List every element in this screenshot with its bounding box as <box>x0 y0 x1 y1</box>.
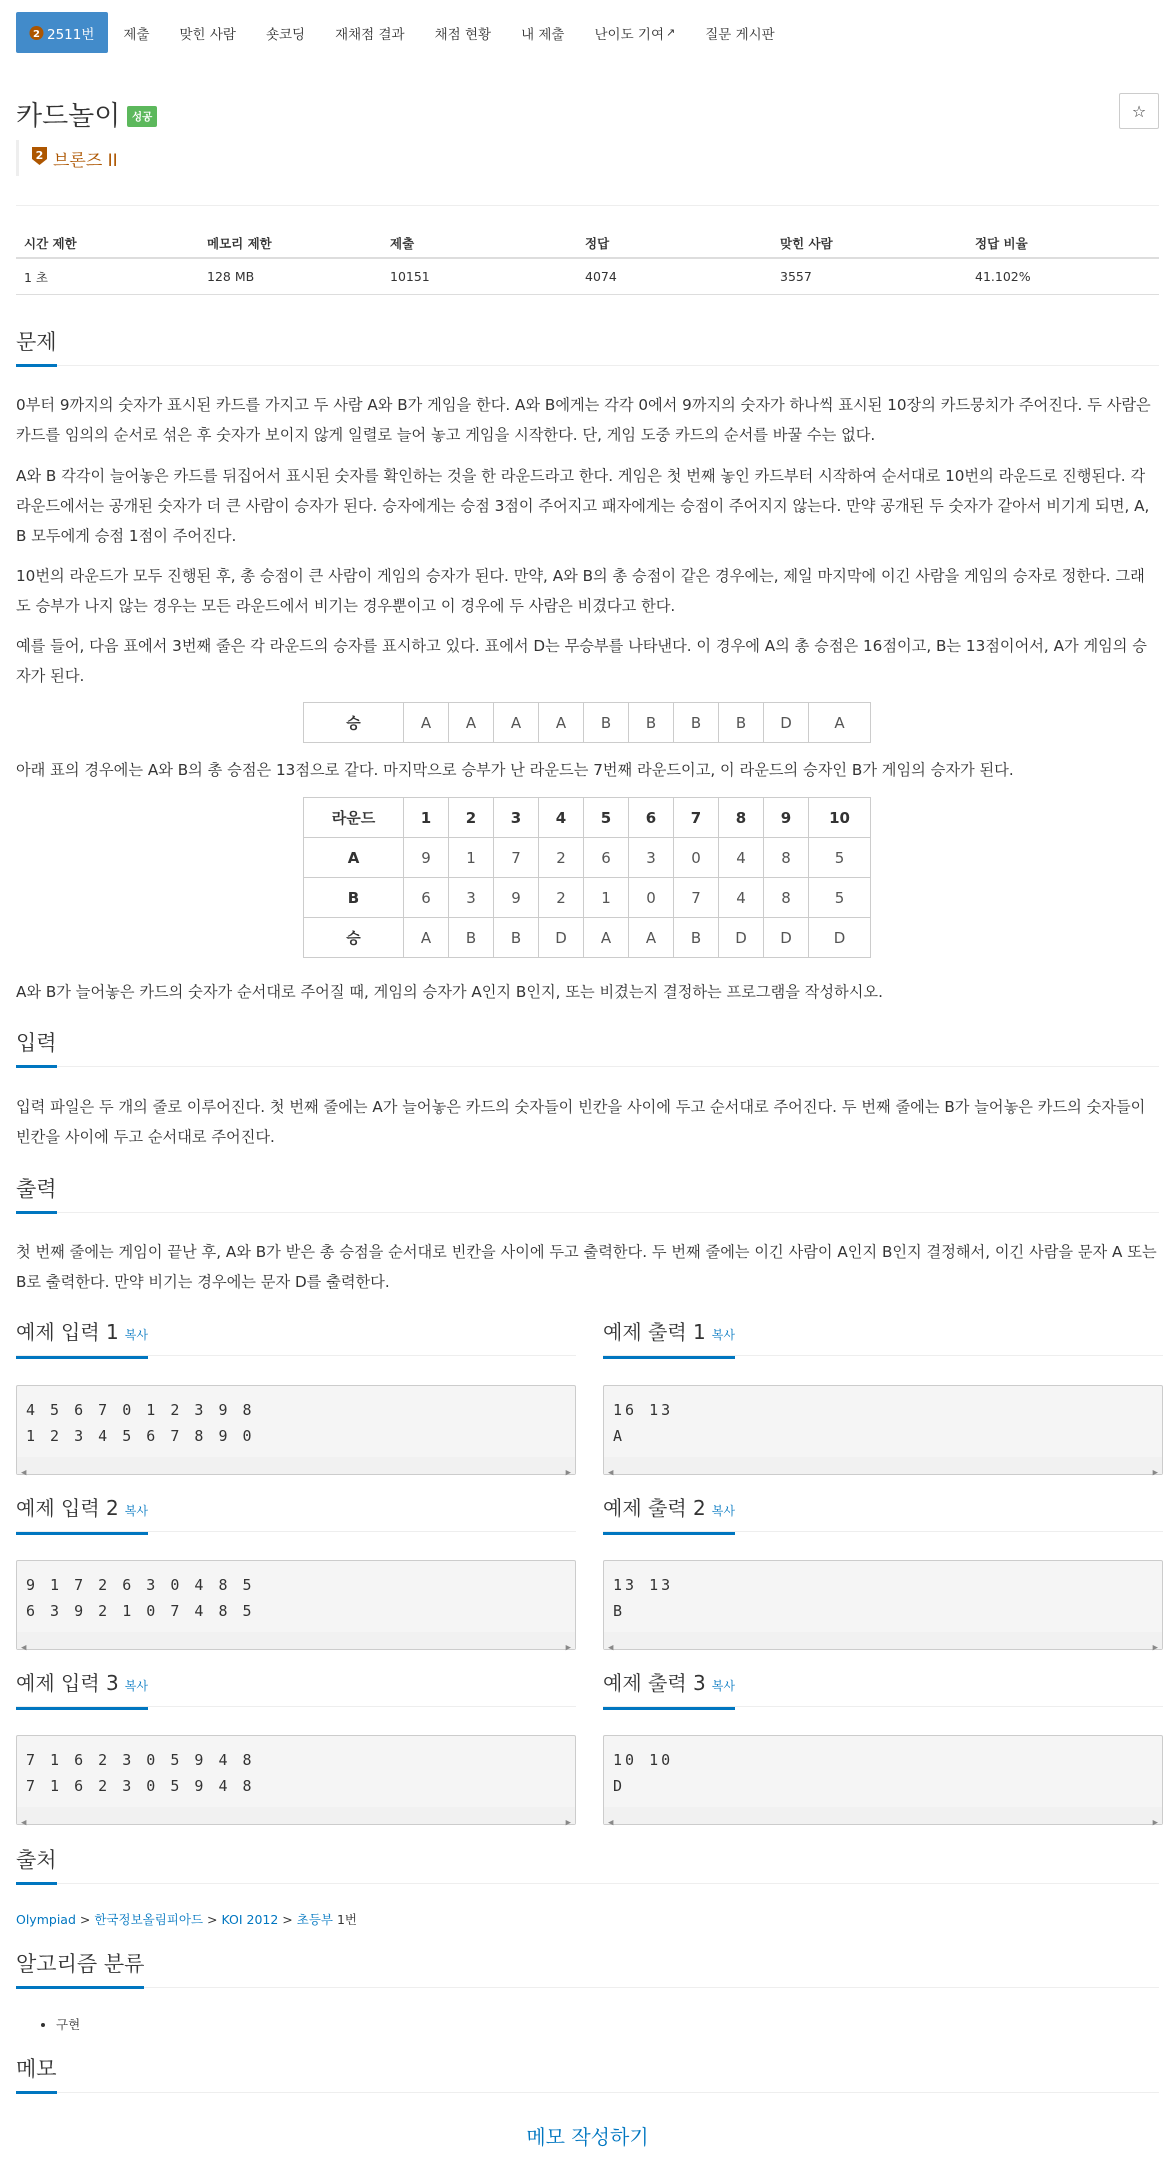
code-line: A <box>613 1427 626 1445</box>
code-line: B <box>613 1602 626 1620</box>
star-button[interactable] <box>1119 93 1159 129</box>
code-line: 16 13 <box>613 1401 674 1419</box>
scroll-left-icon[interactable]: ◀ <box>21 1818 27 1828</box>
sample-output-3[interactable] <box>603 1735 1163 1828</box>
table-cell: 10 <box>809 798 871 838</box>
sample-input-2[interactable] <box>16 1560 576 1653</box>
sample-title: 예제 입력 3 <box>16 1671 119 1695</box>
table-cell: 8 <box>764 838 809 878</box>
description-paragraph: 0부터 9까지의 숫자가 표시된 카드를 가지고 두 사람 A와 B가 게임을 한다. A와 B에게는 각각 0에서 9까지의 숫자가 하나씩 표시된 10장의 카드뭉치가 주어진다. 두 사람은 카드를 임의의 순서로 섞은 후 숫자가 보이지 않게 일렬로 늘어 놓고 게임을 시작한다. 단, 게임 도중 카드의 순서를 바꿀 수는 없다. <box>16 396 1151 444</box>
table-cell: A <box>584 918 629 958</box>
round-table <box>303 797 871 958</box>
tab-short-coding-label: 숏코딩 <box>265 26 306 43</box>
bronze-tier-icon <box>29 25 44 41</box>
table-cell: D <box>764 703 809 743</box>
source-section-heading <box>16 1846 1159 1884</box>
scroll-right-icon[interactable]: ▶ <box>565 1468 571 1478</box>
code-line: 4 5 6 7 0 1 2 3 9 8 <box>26 1401 255 1419</box>
tab-submit[interactable] <box>108 12 164 53</box>
table-cell: 0 <box>629 878 674 918</box>
section-title <box>603 1669 735 1710</box>
sample-input-3[interactable] <box>16 1735 576 1828</box>
tab-question-board[interactable] <box>690 12 790 53</box>
breadcrumb-separator: > <box>207 1912 218 1927</box>
tab-judge-status-label: 채점 현황 <box>434 26 492 43</box>
code-line: 10 10 <box>613 1751 674 1769</box>
table-cell: A <box>539 703 584 743</box>
sample-title: 예제 출력 1 <box>603 1320 706 1344</box>
table-cell: D <box>764 918 809 958</box>
sample-title: 예제 출력 2 <box>603 1496 706 1520</box>
scroll-left-icon[interactable]: ◀ <box>608 1643 614 1653</box>
code-line: 6 3 9 2 1 0 7 4 8 5 <box>26 1602 255 1620</box>
list-item[interactable]: • 구현 <box>56 2015 80 2033</box>
copy-button[interactable]: 복사 <box>711 1679 735 1693</box>
table-cell: 7 <box>674 798 719 838</box>
section-title: 출력 <box>16 1175 57 1214</box>
code-line: 9 1 7 2 6 3 0 4 8 5 <box>26 1576 255 1594</box>
table-cell: D <box>719 918 764 958</box>
svg-text:2: 2 <box>33 28 40 40</box>
section-title <box>16 1318 148 1359</box>
time-limit: 1 초 <box>24 269 49 285</box>
scroll-right-icon[interactable]: ▶ <box>1152 1468 1158 1478</box>
sample-title: 예제 입력 2 <box>16 1496 119 1520</box>
section-title: 입력 <box>16 1029 57 1068</box>
tab-solved-users[interactable] <box>165 12 251 53</box>
scroll-right-icon[interactable]: ▶ <box>565 1818 571 1828</box>
description-paragraph: A와 B가 늘어놓은 카드의 숫자가 순서대로 주어질 때, 게임의 승자가 A인지 B인지, 또는 비겼는지 결정하는 프로그램을 작성하시오. <box>16 983 883 1001</box>
table-cell: B <box>449 918 494 958</box>
tab-difficulty-contribution[interactable] <box>579 12 690 53</box>
code-line: 7 1 6 2 3 0 5 9 4 8 <box>26 1751 255 1769</box>
table-cell: 7 <box>674 878 719 918</box>
divider <box>16 205 1159 206</box>
copy-button[interactable]: 복사 <box>711 1328 735 1342</box>
table-cell: 6 <box>404 878 449 918</box>
table-cell: 3 <box>449 878 494 918</box>
table-cell: A <box>629 918 674 958</box>
table-cell: 3 <box>494 798 539 838</box>
horizontal-scrollbar[interactable] <box>17 1807 575 1828</box>
table-cell: D <box>809 918 871 958</box>
solved-users: 3557 <box>780 269 812 284</box>
description-paragraph: 10번의 라운드가 모두 진행된 후, 총 승점이 큰 사람이 게임의 승자가 된다. 만약, A와 B의 총 승점이 같은 경우에는, 제일 마지막에 이긴 사람을 게임의 승자로 정한다. 그래도 승부가 나지 않는 경우는 모든 라운드에서 비기는 경우뿐이고 이 경우에 두 사람은 비겼다고 한다. <box>16 567 1145 615</box>
table-cell: B <box>304 878 404 918</box>
tier-label[interactable]: 브론즈 II <box>53 150 118 171</box>
accepted: 4074 <box>585 269 617 284</box>
scroll-left-icon[interactable]: ◀ <box>608 1818 614 1828</box>
scroll-left-icon[interactable]: ◀ <box>21 1468 27 1478</box>
table-cell: 1 <box>404 798 449 838</box>
horizontal-scrollbar[interactable] <box>17 1457 575 1478</box>
section-title: 메모 <box>16 2055 57 2094</box>
section-title <box>16 1669 148 1710</box>
accept-ratio: 41.102% <box>975 269 1031 284</box>
tab-problem[interactable] <box>16 12 108 53</box>
table-cell: 3 <box>629 838 674 878</box>
tab-question-board-label: 질문 게시판 <box>705 26 775 43</box>
table-row <box>304 918 871 958</box>
scroll-right-icon[interactable]: ▶ <box>1152 1818 1158 1828</box>
copy-button[interactable]: 복사 <box>711 1504 735 1518</box>
submissions: 10151 <box>390 269 430 284</box>
header-accepted: 정답 <box>585 235 610 251</box>
star-icon: ☆ <box>1131 101 1147 121</box>
table-cell: 9 <box>494 878 539 918</box>
bronze-tier-icon <box>31 146 48 170</box>
sample-title: 예제 출력 3 <box>603 1671 706 1695</box>
table-cell: 4 <box>719 878 764 918</box>
write-memo-button[interactable]: 메모 작성하기 <box>526 2125 649 2149</box>
problem-title: 카드놀이 <box>16 101 121 132</box>
breadcrumb-separator: > <box>282 1912 293 1927</box>
horizontal-scrollbar[interactable] <box>604 1632 1162 1653</box>
memory-limit: 128 MB <box>207 269 255 284</box>
problem-title-row <box>16 90 1159 134</box>
table-cell: 0 <box>674 838 719 878</box>
sample-output-3-heading <box>603 1669 1163 1707</box>
problem-nav-tabs <box>16 12 1159 53</box>
sample-output-1-heading <box>603 1318 1163 1356</box>
memo-section-heading <box>16 2055 1159 2093</box>
horizontal-scrollbar[interactable] <box>604 1807 1162 1828</box>
table-cell: 4 <box>539 798 584 838</box>
table-cell: A <box>494 703 539 743</box>
header-solved-users: 맞힌 사람 <box>780 235 833 251</box>
svg-text:2: 2 <box>35 149 44 162</box>
table-cell: 2 <box>539 878 584 918</box>
scroll-left-icon[interactable]: ◀ <box>608 1468 614 1478</box>
table-cell: 8 <box>719 798 764 838</box>
sample-output-2[interactable] <box>603 1560 1163 1653</box>
table-row <box>304 703 871 743</box>
table-cell: 1 <box>449 838 494 878</box>
table-cell: 5 <box>809 878 871 918</box>
table-cell: A <box>404 703 449 743</box>
algorithm-list <box>56 2015 80 2033</box>
header-time-limit: 시간 제한 <box>24 235 77 251</box>
scroll-right-icon[interactable]: ▶ <box>565 1643 571 1653</box>
table-cell: B <box>494 918 539 958</box>
algorithm-section-heading <box>16 1950 1159 1988</box>
table-cell: A <box>304 838 404 878</box>
table-cell: 7 <box>494 838 539 878</box>
section-title: 문제 <box>16 328 57 367</box>
table-cell: 9 <box>764 798 809 838</box>
table-cell: B <box>674 918 719 958</box>
description-paragraph: 아래 표의 경우에는 A와 B의 총 승점은 13점으로 같다. 마지막으로 승부가 난 라운드는 7번째 라운드이고, 이 라운드의 승자인 B가 게임의 승자가 된다. <box>16 761 1014 779</box>
horizontal-scrollbar[interactable] <box>17 1632 575 1653</box>
source-suffix: 1번 <box>336 1912 358 1927</box>
table-cell: A <box>404 918 449 958</box>
tab-problem-label: 2511번 <box>47 26 95 43</box>
tab-submit-label: 제출 <box>123 26 150 43</box>
table-cell: 승 <box>304 703 404 743</box>
status-badge: 성공 <box>127 106 157 127</box>
description-paragraph: 예를 들어, 다음 표에서 3번째 줄은 각 라운드의 승자를 표시하고 있다. 표에서 D는 무승부를 나타낸다. 이 경우에 A의 총 승점은 16점이고, B는 13점이어서, A가 게임의 승자가 된다. <box>16 637 1147 685</box>
copy-button[interactable]: 복사 <box>124 1328 148 1342</box>
tab-judge-status[interactable] <box>420 12 506 53</box>
output-section-heading <box>16 1175 1159 1213</box>
table-cell: 6 <box>629 798 674 838</box>
sample-title: 예제 입력 1 <box>16 1320 119 1344</box>
header-memory-limit: 메모리 제한 <box>207 235 272 251</box>
scroll-left-icon[interactable]: ◀ <box>21 1643 27 1653</box>
table-row <box>304 878 871 918</box>
table-cell: A <box>449 703 494 743</box>
table-cell: 5 <box>809 838 871 878</box>
code-line: 1 2 3 4 5 6 7 8 9 0 <box>26 1427 255 1445</box>
tier-row <box>16 140 118 176</box>
tab-short-coding[interactable] <box>251 12 320 53</box>
sample-input-1[interactable] <box>16 1385 576 1478</box>
source-breadcrumb <box>16 1910 357 1928</box>
table-cell: 6 <box>584 838 629 878</box>
input-description: 입력 파일은 두 개의 줄로 이루어진다. 첫 번째 줄에는 A가 늘어놓은 카드의 숫자들이 빈칸을 사이에 두고 순서대로 주어진다. 두 번째 줄에는 B가 늘어놓은 카드의 숫자들이 빈칸을 사이에 두고 순서대로 주어진다. <box>16 1098 1146 1146</box>
sample-input-1-heading <box>16 1318 576 1356</box>
tab-solved-users-label: 맞힌 사람 <box>179 26 236 43</box>
code-line: 13 13 <box>613 1576 674 1594</box>
section-title: 알고리즘 분류 <box>16 1950 144 1989</box>
table-cell: 4 <box>719 838 764 878</box>
section-title <box>603 1318 735 1359</box>
horizontal-scrollbar[interactable] <box>604 1457 1162 1478</box>
problem-info-table <box>16 228 1159 295</box>
tab-difficulty-label: 난이도 기여 <box>594 26 664 43</box>
copy-button[interactable]: 복사 <box>124 1504 148 1518</box>
code-line: 7 1 6 2 3 0 5 9 4 8 <box>26 1777 255 1795</box>
winner-table <box>303 702 871 743</box>
table-cell: B <box>584 703 629 743</box>
problem-info-header <box>16 228 1159 259</box>
tab-rejudge-results[interactable] <box>320 12 420 53</box>
input-section-heading <box>16 1029 1159 1067</box>
section-title <box>16 1494 148 1535</box>
sample-input-3-heading <box>16 1669 576 1707</box>
tab-my-submissions-label: 내 제출 <box>521 26 565 43</box>
sample-output-2-heading <box>603 1494 1163 1532</box>
section-title <box>603 1494 735 1535</box>
copy-button[interactable]: 복사 <box>124 1679 148 1693</box>
breadcrumb-separator: > <box>79 1912 91 1927</box>
sample-output-1[interactable] <box>603 1385 1163 1478</box>
source-link[interactable]: 한국정보올림피아드 <box>94 1912 204 1927</box>
table-cell: 5 <box>584 798 629 838</box>
problem-section-heading <box>16 328 1159 366</box>
source-link[interactable]: Olympiad <box>16 1912 76 1927</box>
table-cell: A <box>809 703 871 743</box>
tab-my-submissions[interactable] <box>506 12 579 53</box>
code-line: D <box>613 1777 626 1795</box>
source-link[interactable]: KOI 2012 <box>221 1912 279 1927</box>
header-submissions: 제출 <box>390 235 415 251</box>
table-cell: 2 <box>539 838 584 878</box>
table-cell: B <box>674 703 719 743</box>
scroll-right-icon[interactable]: ▶ <box>1152 1643 1158 1653</box>
output-description: 첫 번째 줄에는 게임이 끝난 후, A와 B가 받은 총 승점을 순서대로 빈칸을 사이에 두고 출력한다. 두 번째 줄에는 이긴 사람이 A인지 B인지 결정해서, 이긴 사람을 문자 A 또는 B로 출력한다. 만약 비기는 경우에는 문자 D를 출력한다. <box>16 1243 1157 1291</box>
table-cell: B <box>719 703 764 743</box>
table-cell: 2 <box>449 798 494 838</box>
external-link-icon: ↗ <box>665 26 676 39</box>
table-row <box>304 798 871 838</box>
problem-info-row <box>16 259 1159 295</box>
description-paragraph: A와 B 각각이 늘어놓은 카드를 뒤집어서 표시된 숫자를 확인하는 것을 한 라운드라고 한다. 게임은 첫 번째 놓인 카드부터 시작하여 순서대로 10번의 라운드로 진행된다. 각 라운드에서는 공개된 숫자가 더 큰 사람이 승자가 된다. 승자에게는 승점 3점이 주어지고 패자에게는 승점이 주어지지 않는다. 만약 공개된 두 숫자가 같아서 비기게 되면, A, B 모두에게 승점 1점이 주어진다. <box>16 467 1150 545</box>
table-row <box>304 838 871 878</box>
table-cell: 1 <box>584 878 629 918</box>
table-cell: B <box>629 703 674 743</box>
table-cell: 9 <box>404 838 449 878</box>
table-cell: 라운드 <box>304 798 404 838</box>
tab-rejudge-results-label: 재채점 결과 <box>335 26 405 43</box>
table-cell: 승 <box>304 918 404 958</box>
header-accept-ratio: 정답 비율 <box>975 235 1028 251</box>
table-cell: D <box>539 918 584 958</box>
sample-input-2-heading <box>16 1494 576 1532</box>
section-title: 출처 <box>16 1846 57 1885</box>
table-cell: 8 <box>764 878 809 918</box>
source-link[interactable]: 초등부 <box>296 1912 333 1927</box>
